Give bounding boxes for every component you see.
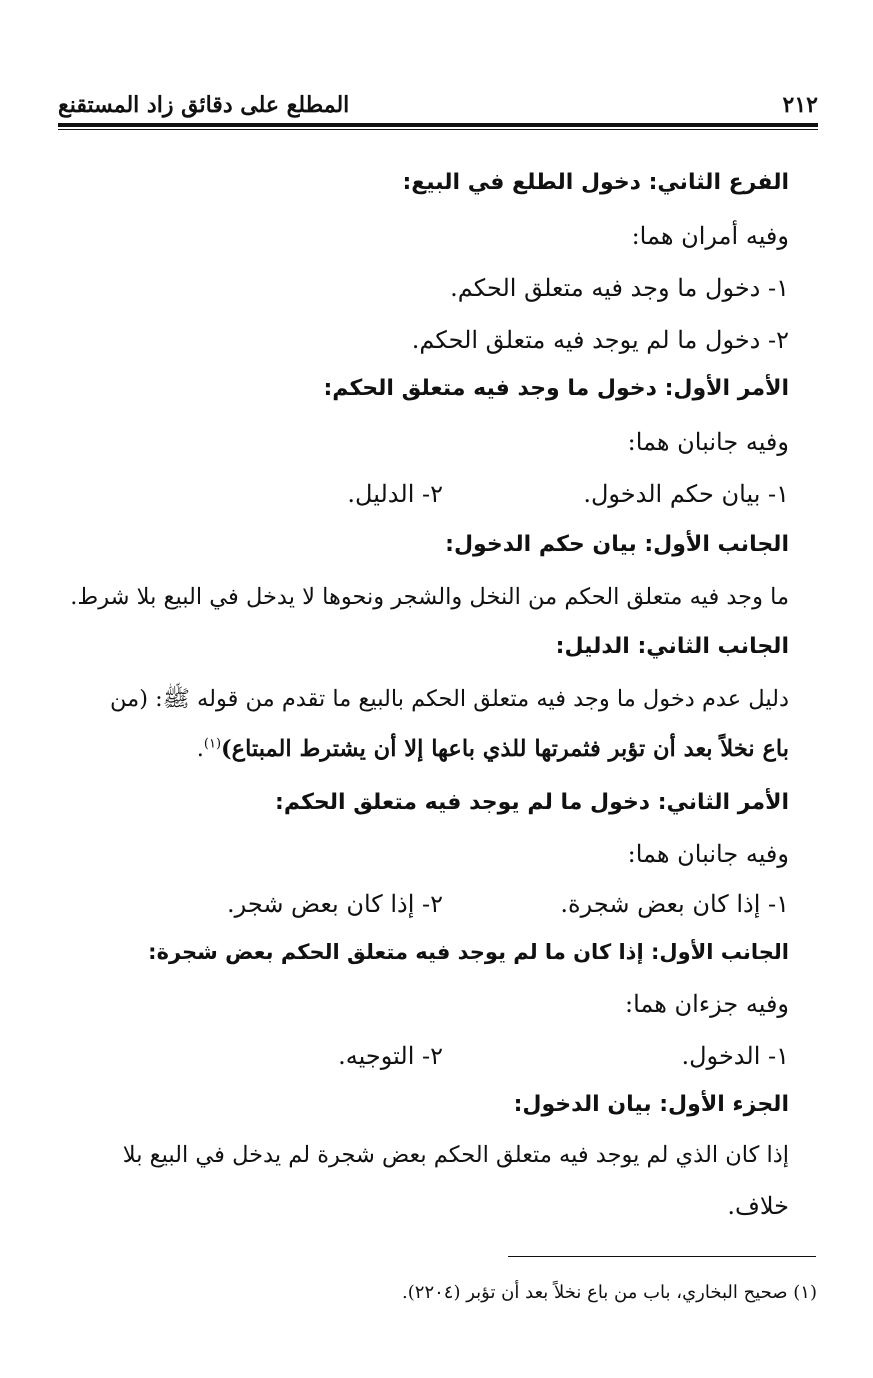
body-line: وفيه جزءان هما: [624, 990, 789, 1018]
header-rule-thin [58, 129, 818, 130]
page-header [58, 86, 818, 122]
body-line: دليل عدم دخول ما وجد فيه متعلق الحكم بالبيع ما تقدم من قوله ﷺ: (من [110, 686, 789, 712]
footnote-rule [508, 1256, 816, 1257]
period: . [196, 736, 204, 762]
list-item: ١- الدخول. [681, 1042, 789, 1070]
hadith-text: باع نخلاً بعد أن تؤبر فثمرتها للذي باعها إلا أن يشترط المبتاع) [221, 736, 789, 762]
footnote-ref: (١) [203, 736, 222, 752]
body-line: إذا كان الذي لم يوجد فيه متعلق الحكم بعض شجرة لم يدخل في البيع بلا [122, 1142, 789, 1168]
hadith-line [197, 736, 789, 762]
body-line: وفيه جانبان هما: [627, 840, 789, 868]
body-line: ما وجد فيه متعلق الحكم من النخل والشجر ونحوها لا يدخل في البيع بلا شرط. [70, 584, 789, 610]
footnote: (١) صحيح البخاري، باب من باع نخلاً بعد أن تؤبر (٢٢٠٤). [402, 1282, 817, 1303]
subsection-heading: الجانب الثاني: الدليل: [555, 634, 789, 659]
body-line: خلاف. [727, 1192, 789, 1220]
subsection-heading: الأمر الثاني: دخول ما لم يوجد فيه متعلق الحكم: [275, 790, 789, 815]
list-item: ١- إذا كان بعض شجرة. [560, 890, 789, 918]
list-item: ٢- التوجيه. [338, 1042, 443, 1070]
list-item: ٢- إذا كان بعض شجر. [226, 890, 443, 918]
body-line: وفيه جانبان هما: [627, 428, 789, 456]
list-item: ٢- دخول ما لم يوجد فيه متعلق الحكم. [411, 326, 789, 354]
body-line: وفيه أمران هما: [631, 222, 789, 250]
subsection-heading: الجزء الأول: بيان الدخول: [513, 1092, 789, 1117]
header-rule-thick [58, 123, 818, 127]
list-item: ٢- الدليل. [347, 480, 443, 508]
section-heading: الفرع الثاني: دخول الطلع في البيع: [402, 170, 789, 195]
subsection-heading: الجانب الأول: إذا كان ما لم يوجد فيه متعلق الحكم بعض شجرة: [148, 940, 789, 964]
list-item: ١- بيان حكم الدخول. [583, 480, 789, 508]
subsection-heading: الجانب الأول: بيان حكم الدخول: [445, 532, 789, 557]
running-title: المطلع على دقائق زاد المستقنع [58, 92, 350, 118]
page-number: ٢١٢ [782, 92, 818, 118]
list-item: ١- دخول ما وجد فيه متعلق الحكم. [450, 274, 789, 302]
subsection-heading: الأمر الأول: دخول ما وجد فيه متعلق الحكم: [323, 376, 789, 401]
